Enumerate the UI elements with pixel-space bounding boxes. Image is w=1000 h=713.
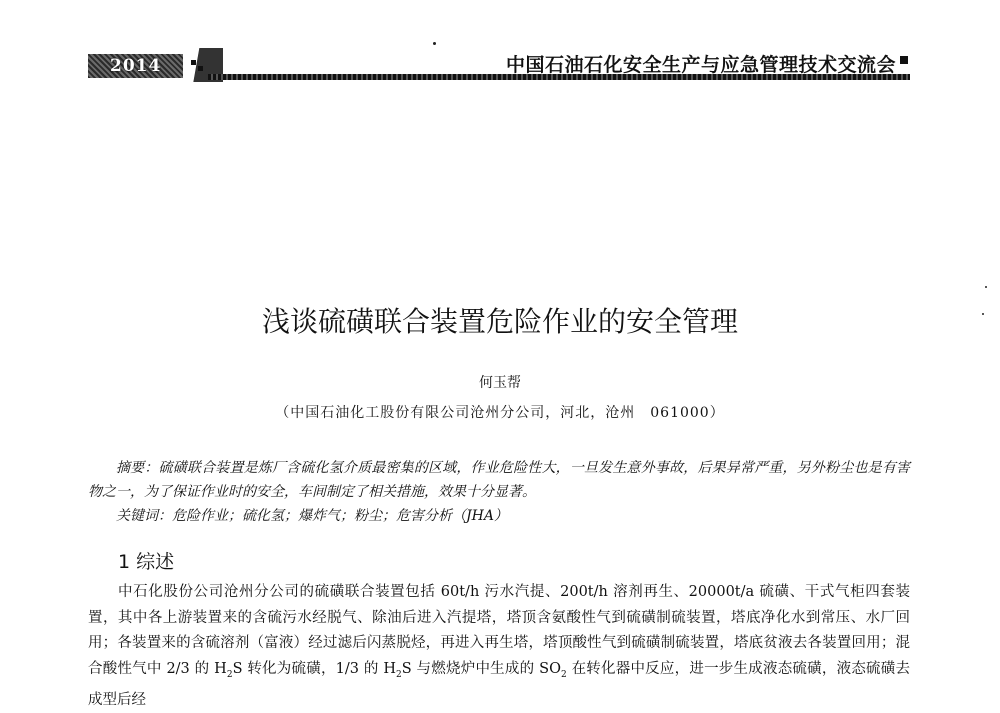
header-dot-decoration (198, 66, 203, 71)
paper-affiliation: （中国石油化工股份有限公司沧州分公司，河北，沧州 061000） (275, 405, 725, 421)
subscript: 2 (396, 669, 402, 680)
header-dot-decoration (191, 60, 196, 65)
paper-abstract: 摘要：硫磺联合装置是炼厂含硫化氢介质最密集的区域，作业危险性大，一旦发生意外事故，后果异常严重，另外粉尘也是有害物之一，为了保证作业时的安全，车间制定了相关措施，效果十分显著。 (88, 460, 910, 500)
body-text: 中石化股份公司沧州分公司的硫磺联合装置包括 60t/h 污水汽提、200t/h 溶剂再生、20000t/a 硫磺、干式气柜四套装置，其中各上游装置来的含硫污水经脱气、除油后进入汽提塔，塔顶含氨酸性气到硫磺制硫装置，塔底净化水到常压、水厂回用；各装置来的含硫溶剂（富液）经过滤后闪蒸脱烃，再进入再生塔，塔顶酸性气到硫磺制硫装置，塔底贫液去各装置回用；混合酸性气中 2/3 的 H (88, 584, 910, 677)
section-body (88, 580, 910, 713)
body-text: S 与燃烧炉中生成的 SO (401, 660, 561, 677)
paper-keywords: 关键词：危险作业；硫化氢；爆炸气；粉尘；危害分析（JHA） (116, 508, 508, 524)
subscript: 2 (226, 669, 233, 680)
body-text: 在转化器中反应，进一步生成液态硫磺，液态硫磺去成型后经 (88, 660, 910, 708)
running-header (88, 48, 910, 82)
header-year: 2014 (110, 56, 162, 76)
scan-speck (985, 286, 987, 288)
paper-title: 浅谈硫磺联合装置危险作业的安全管理 (261, 305, 738, 338)
header-square-decoration (900, 56, 908, 64)
paper-author: 何玉帮 (479, 375, 521, 391)
body-text: S 转化为硫磺，1/3 的 H (232, 660, 397, 677)
scan-speck (433, 42, 436, 45)
header-conference-title: 中国石油石化安全生产与应急管理技术交流会 (505, 54, 896, 76)
subscript: 2 (561, 669, 567, 680)
section-heading: 1 综述 (118, 551, 175, 573)
